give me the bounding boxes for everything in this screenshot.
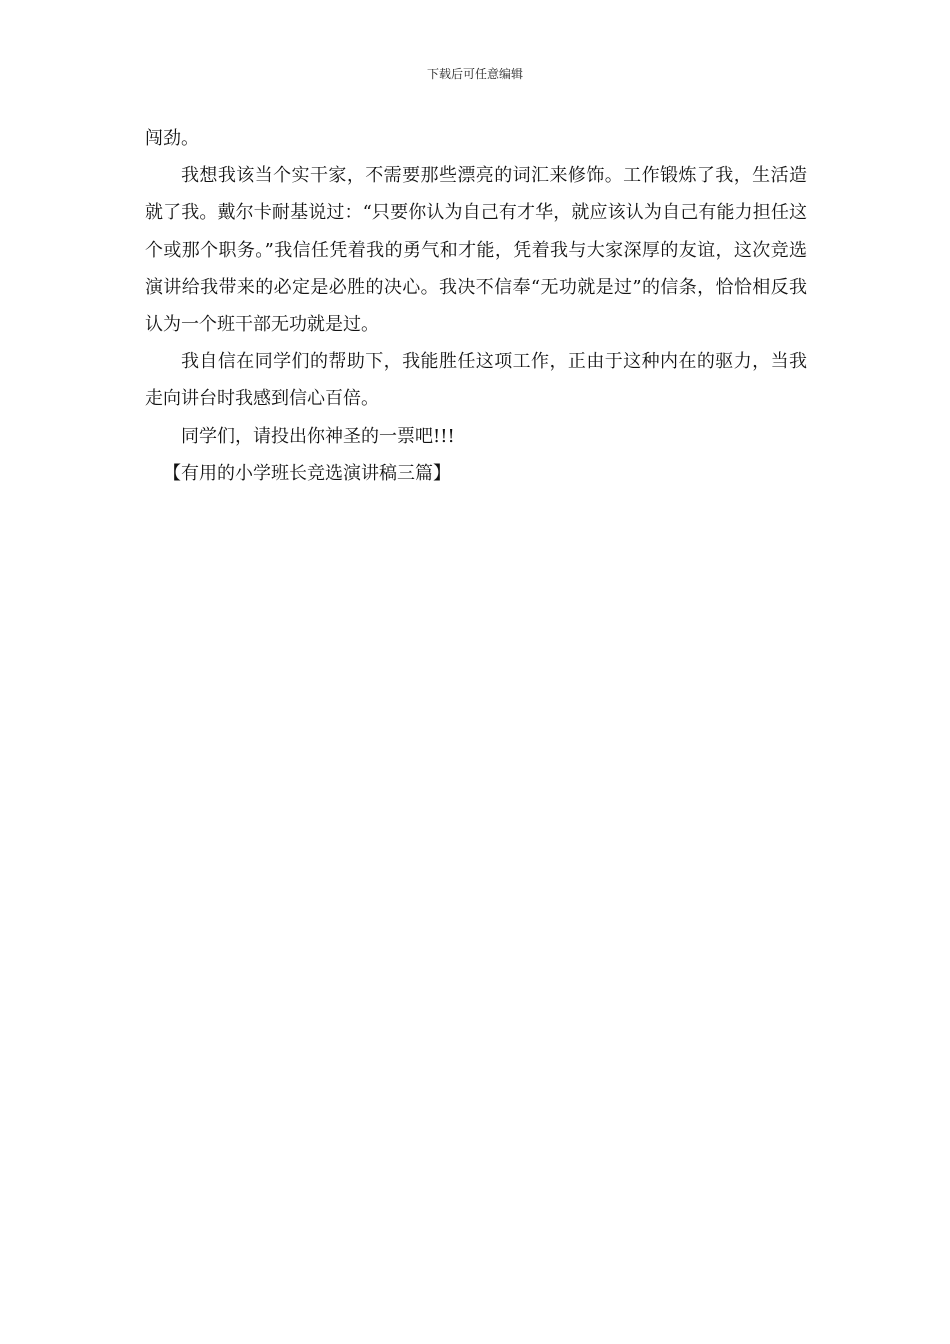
document-body	[145, 120, 807, 492]
paragraph-practical-worker: 我想我该当个实干家，不需要那些漂亮的词汇来修饰。工作锻炼了我，生活造就了我。戴尔卡耐基说过：“只要你认为自己有才华，就应该认为自己有能力担任这个或那个职务。”我信任凭着我的勇气和才能，凭着我与大家深厚的友谊，这次竞选演讲给我带来的必定是必胜的决心。我决不信奉“无功就是过”的信条，恰恰相反我认为一个班干部无功就是过。	[145, 165, 807, 336]
page-header-note: 下载后可任意编辑	[426, 67, 523, 81]
paragraph-continuation: 闯劲。	[145, 128, 199, 149]
paragraph-confidence: 我自信在同学们的帮助下，我能胜任这项工作，正由于这种内在的驱力，当我走向讲台时我感到信心百倍。	[145, 351, 807, 410]
section-title: 【有用的小学班长竞选演讲稿三篇】	[163, 462, 451, 484]
paragraph-vote-appeal: 同学们，请投出你神圣的一票吧!!!	[181, 425, 455, 447]
